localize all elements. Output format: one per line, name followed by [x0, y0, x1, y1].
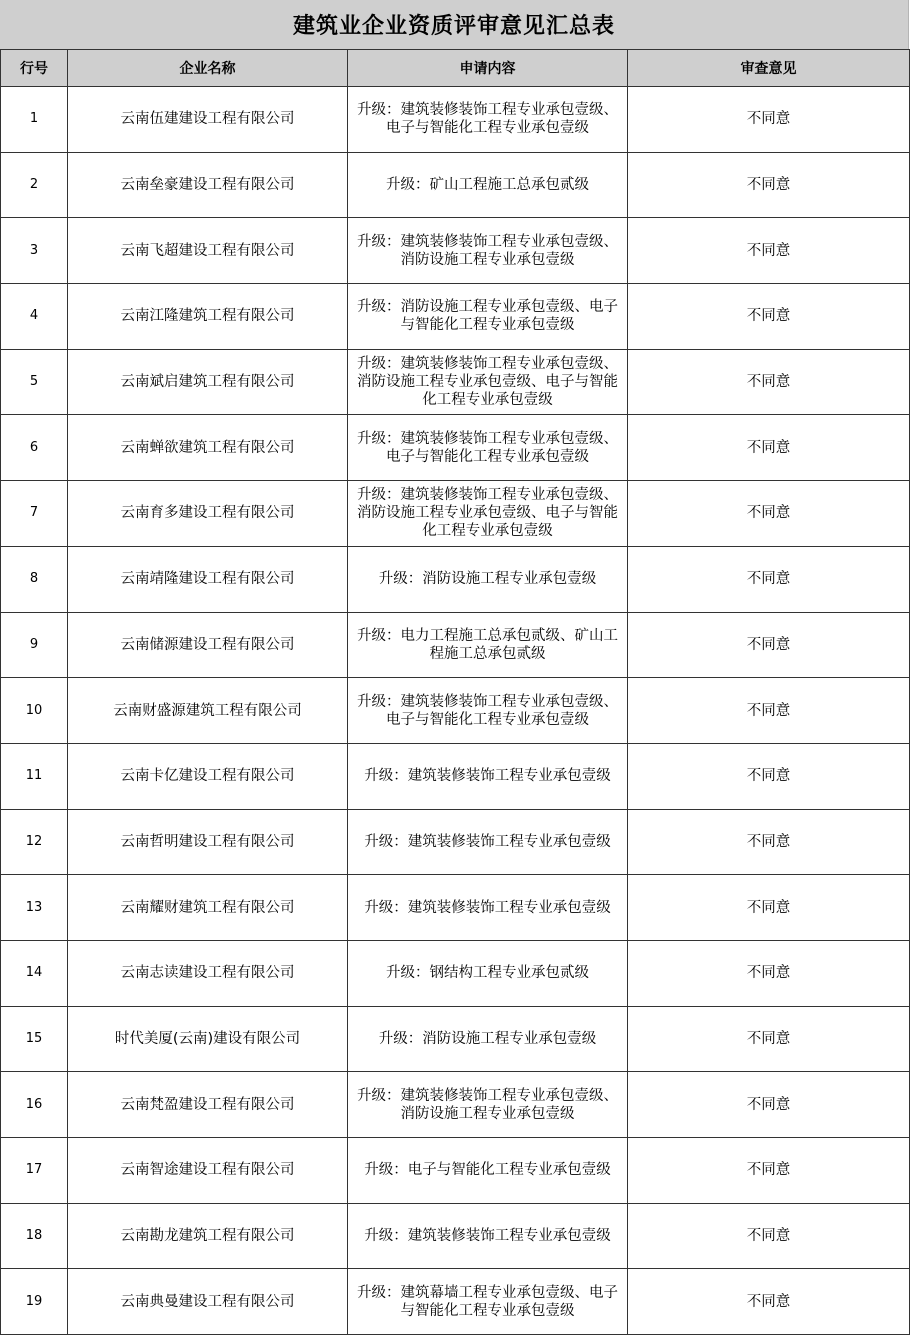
row-index-cell: 10	[1, 678, 68, 744]
column-header-index: 行号	[1, 50, 68, 87]
table-row	[1, 87, 910, 153]
review-opinion-cell: 不同意	[628, 415, 910, 481]
review-table	[0, 49, 910, 1335]
review-opinion-cell: 不同意	[628, 809, 910, 875]
row-index-cell: 15	[1, 1006, 68, 1072]
application-content-cell: 升级：建筑幕墙工程专业承包壹级、电子与智能化工程专业承包壹级	[348, 1269, 628, 1335]
application-content-cell: 升级：建筑装修装饰工程专业承包壹级、消防设施工程专业承包壹级、电子与智能化工程专业承包壹级	[348, 349, 628, 415]
review-opinion-cell: 不同意	[628, 1006, 910, 1072]
review-opinion-cell: 不同意	[628, 349, 910, 415]
company-name-cell: 云南梵盈建设工程有限公司	[68, 1072, 348, 1138]
application-content-cell: 升级：电力工程施工总承包贰级、矿山工程施工总承包贰级	[348, 612, 628, 678]
table-row	[1, 875, 910, 941]
company-name-cell: 云南蝉欲建筑工程有限公司	[68, 415, 348, 481]
application-content-cell: 升级：矿山工程施工总承包贰级	[348, 152, 628, 218]
application-content-cell: 升级：建筑装修装饰工程专业承包壹级、电子与智能化工程专业承包壹级	[348, 87, 628, 153]
table-row	[1, 481, 910, 547]
row-index-cell: 1	[1, 87, 68, 153]
table-row	[1, 1269, 910, 1335]
table-row	[1, 546, 910, 612]
application-content-cell: 升级：建筑装修装饰工程专业承包壹级、消防设施工程专业承包壹级、电子与智能化工程专业承包壹级	[348, 481, 628, 547]
row-index-cell: 6	[1, 415, 68, 481]
company-name-cell: 云南财盛源建筑工程有限公司	[68, 678, 348, 744]
company-name-cell: 云南志读建设工程有限公司	[68, 940, 348, 1006]
application-content-cell: 升级：建筑装修装饰工程专业承包壹级	[348, 809, 628, 875]
company-name-cell: 云南哲明建设工程有限公司	[68, 809, 348, 875]
application-content-cell: 升级：建筑装修装饰工程专业承包壹级、电子与智能化工程专业承包壹级	[348, 678, 628, 744]
review-opinion-cell: 不同意	[628, 218, 910, 284]
company-name-cell: 云南江隆建筑工程有限公司	[68, 284, 348, 350]
company-name-cell: 云南伍建建设工程有限公司	[68, 87, 348, 153]
company-name-cell: 云南垒豪建设工程有限公司	[68, 152, 348, 218]
row-index-cell: 5	[1, 349, 68, 415]
row-index-cell: 12	[1, 809, 68, 875]
row-index-cell: 8	[1, 546, 68, 612]
table-row	[1, 152, 910, 218]
table-row	[1, 1138, 910, 1204]
review-opinion-cell: 不同意	[628, 678, 910, 744]
application-content-cell: 升级：电子与智能化工程专业承包壹级	[348, 1138, 628, 1204]
application-content-cell: 升级：建筑装修装饰工程专业承包壹级、消防设施工程专业承包壹级	[348, 218, 628, 284]
table-row	[1, 218, 910, 284]
review-opinion-cell: 不同意	[628, 875, 910, 941]
company-name-cell: 云南卡亿建设工程有限公司	[68, 743, 348, 809]
application-content-cell: 升级：消防设施工程专业承包壹级	[348, 1006, 628, 1072]
review-opinion-cell: 不同意	[628, 152, 910, 218]
row-index-cell: 4	[1, 284, 68, 350]
company-name-cell: 云南飞超建设工程有限公司	[68, 218, 348, 284]
application-content-cell: 升级：建筑装修装饰工程专业承包壹级、电子与智能化工程专业承包壹级	[348, 415, 628, 481]
review-opinion-cell: 不同意	[628, 87, 910, 153]
company-name-cell: 云南耀财建筑工程有限公司	[68, 875, 348, 941]
company-name-cell: 云南储源建设工程有限公司	[68, 612, 348, 678]
row-index-cell: 3	[1, 218, 68, 284]
company-name-cell: 云南智途建设工程有限公司	[68, 1138, 348, 1204]
company-name-cell: 云南斌启建筑工程有限公司	[68, 349, 348, 415]
row-index-cell: 16	[1, 1072, 68, 1138]
column-header-opinion: 审查意见	[628, 50, 910, 87]
application-content-cell: 升级：建筑装修装饰工程专业承包壹级、消防设施工程专业承包壹级	[348, 1072, 628, 1138]
company-name-cell: 云南典曼建设工程有限公司	[68, 1269, 348, 1335]
table-row	[1, 1072, 910, 1138]
table-row	[1, 809, 910, 875]
review-opinion-cell: 不同意	[628, 743, 910, 809]
company-name-cell: 云南勘龙建筑工程有限公司	[68, 1203, 348, 1269]
table-row	[1, 1006, 910, 1072]
table-row	[1, 940, 910, 1006]
row-index-cell: 17	[1, 1138, 68, 1204]
review-opinion-cell: 不同意	[628, 1269, 910, 1335]
table-row	[1, 1203, 910, 1269]
row-index-cell: 7	[1, 481, 68, 547]
table-row	[1, 678, 910, 744]
row-index-cell: 9	[1, 612, 68, 678]
review-opinion-cell: 不同意	[628, 284, 910, 350]
row-index-cell: 19	[1, 1269, 68, 1335]
application-content-cell: 升级：建筑装修装饰工程专业承包壹级	[348, 743, 628, 809]
row-index-cell: 14	[1, 940, 68, 1006]
review-opinion-cell: 不同意	[628, 1203, 910, 1269]
company-name-cell: 云南育多建设工程有限公司	[68, 481, 348, 547]
application-content-cell: 升级：消防设施工程专业承包壹级、电子与智能化工程专业承包壹级	[348, 284, 628, 350]
review-opinion-cell: 不同意	[628, 612, 910, 678]
table-row	[1, 612, 910, 678]
sheet-title: 建筑业企业资质评审意见汇总表	[0, 0, 909, 49]
row-index-cell: 18	[1, 1203, 68, 1269]
review-opinion-cell: 不同意	[628, 481, 910, 547]
row-index-cell: 11	[1, 743, 68, 809]
table-header-row	[1, 50, 910, 87]
review-opinion-cell: 不同意	[628, 546, 910, 612]
application-content-cell: 升级：消防设施工程专业承包壹级	[348, 546, 628, 612]
application-content-cell: 升级：钢结构工程专业承包贰级	[348, 940, 628, 1006]
row-index-cell: 13	[1, 875, 68, 941]
application-content-cell: 升级：建筑装修装饰工程专业承包壹级	[348, 1203, 628, 1269]
table-row	[1, 415, 910, 481]
table-row	[1, 349, 910, 415]
column-header-content: 申请内容	[348, 50, 628, 87]
review-opinion-cell: 不同意	[628, 1138, 910, 1204]
company-name-cell: 时代美厦(云南)建设有限公司	[68, 1006, 348, 1072]
review-opinion-cell: 不同意	[628, 940, 910, 1006]
column-header-company: 企业名称	[68, 50, 348, 87]
application-content-cell: 升级：建筑装修装饰工程专业承包壹级	[348, 875, 628, 941]
table-row	[1, 284, 910, 350]
row-index-cell: 2	[1, 152, 68, 218]
company-name-cell: 云南靖隆建设工程有限公司	[68, 546, 348, 612]
review-opinion-cell: 不同意	[628, 1072, 910, 1138]
table-row	[1, 743, 910, 809]
